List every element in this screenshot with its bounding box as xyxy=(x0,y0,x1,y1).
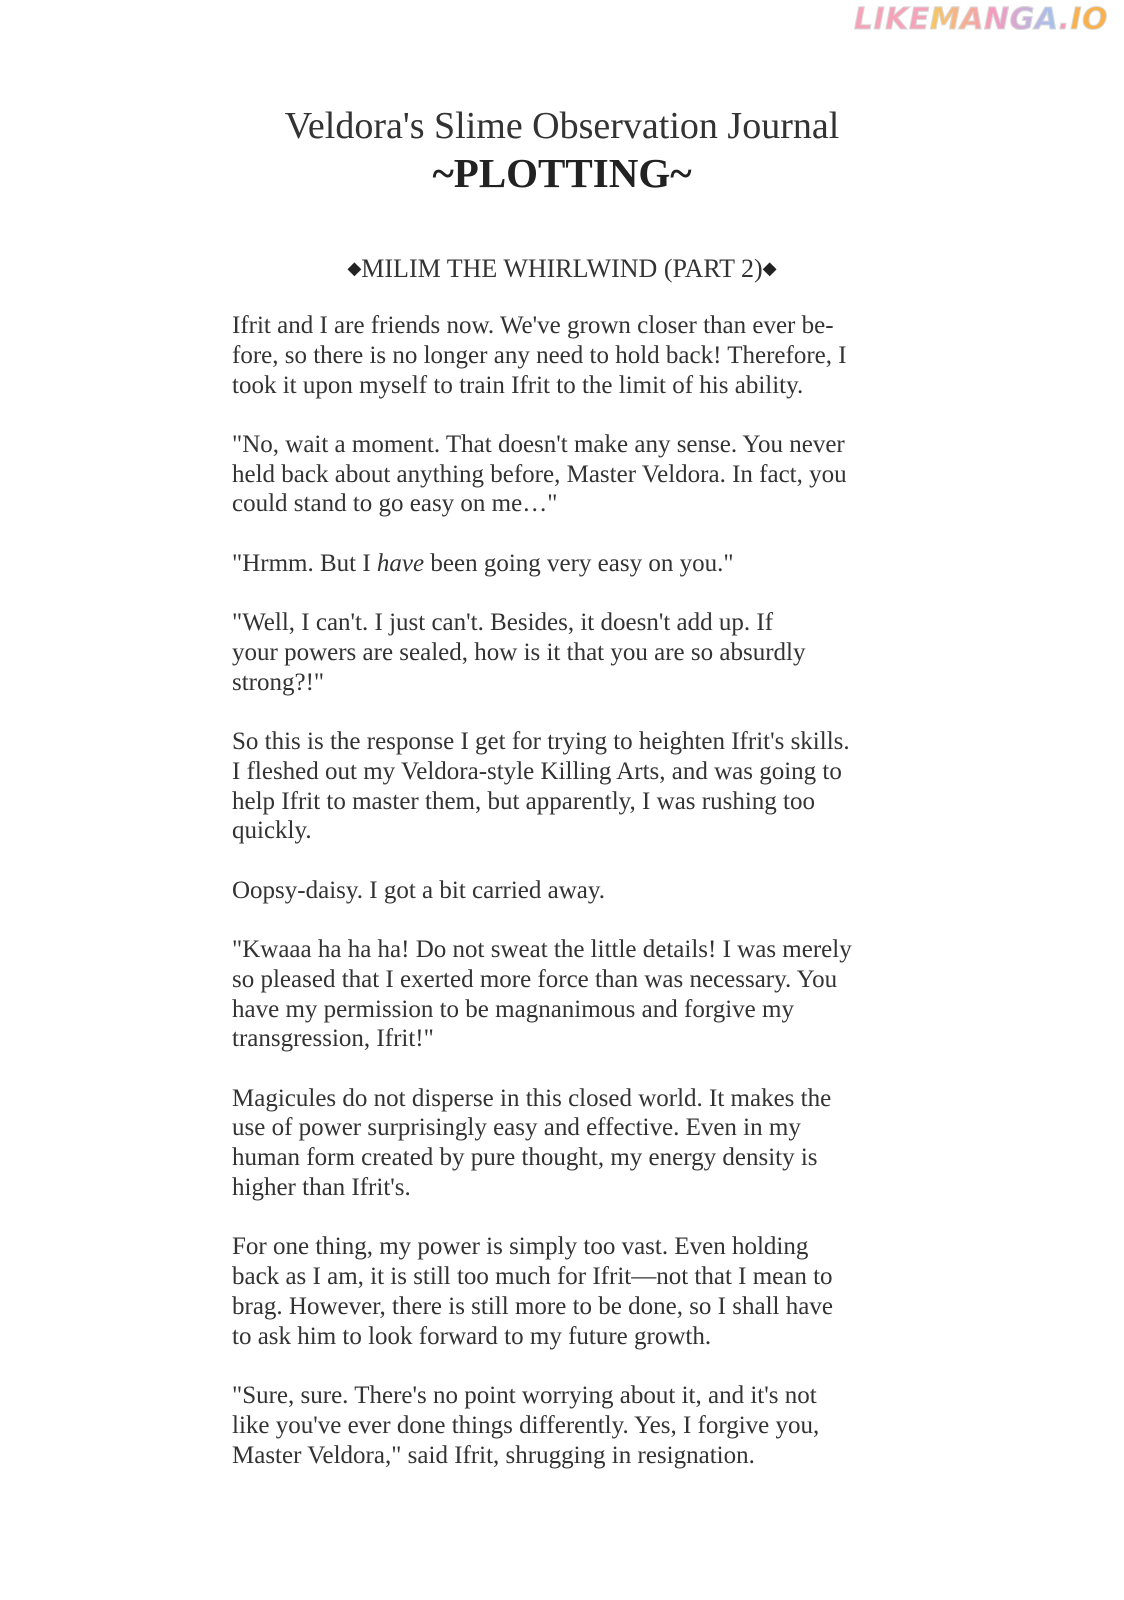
paragraph-line: Magicules do not disperse in this closed world. It makes the xyxy=(232,1084,832,1112)
paragraph-line: use of power surprisingly easy and effective. Even in my xyxy=(232,1114,801,1142)
paragraph-line: I fleshed out my Veldora-style Killing Arts, and was going to xyxy=(232,757,842,785)
paragraph-line: Oopsy-daisy. I got a bit carried away. xyxy=(232,876,606,904)
paragraph-line: strong?!" xyxy=(232,668,325,696)
journal-paragraph xyxy=(232,876,892,906)
paragraph-line: took it upon myself to train Ifrit to the limit of his ability. xyxy=(232,371,804,399)
section-heading xyxy=(0,252,1124,285)
paragraph-line: Master Veldora," said Ifrit, shrugging in resignation. xyxy=(232,1441,755,1469)
paragraph-line: higher than Ifrit's. xyxy=(232,1174,411,1202)
journal-paragraph xyxy=(232,727,892,846)
section-heading-text: MILIM THE WHIRLWIND (PART 2) xyxy=(361,254,763,283)
paragraph-line: brag. However, there is still more to be done, so I shall have xyxy=(232,1292,833,1320)
paragraph-line: "Sure, sure. There's no point worrying about it, and it's not xyxy=(232,1382,817,1410)
journal-paragraph xyxy=(232,1381,892,1470)
emphasized-word: have xyxy=(376,549,425,577)
paragraph-line: back as I am, it is still too much for Ifrit—not that I mean to xyxy=(232,1263,833,1291)
journal-paragraph xyxy=(232,1084,892,1203)
diamond-right-icon: ◆ xyxy=(762,258,777,278)
journal-paragraph xyxy=(232,608,892,697)
paragraph-line: "Kwaaa ha ha ha! Do not sweat the little details! I was merely xyxy=(232,935,852,963)
paragraph-line: to ask him to look forward to my future growth. xyxy=(232,1322,712,1350)
paragraph-line: "No, wait a moment. That doesn't make any sense. You never xyxy=(232,430,845,458)
watermark-like-text: LIKE xyxy=(853,2,930,37)
watermark-manga-text: MANGA xyxy=(929,2,1059,37)
paragraph-line: transgression, Ifrit!" xyxy=(232,1025,434,1053)
paragraph-line: like you've ever done things differently. Yes, I forgive you, xyxy=(232,1411,820,1439)
journal-title: Veldora's Slime Observation Journal xyxy=(284,105,840,147)
journal-paragraph xyxy=(232,935,892,1054)
chapter-title: ~PLOTTING~ xyxy=(432,150,692,196)
paragraph-line: "Well, I can't. I just can't. Besides, it doesn't add up. If xyxy=(232,609,774,637)
journal-paragraph xyxy=(232,549,892,579)
paragraph-line: have my permission to be magnanimous and forgive my xyxy=(232,995,794,1023)
paragraph-text: "Hrmm. But I xyxy=(232,549,377,577)
journal-paragraph xyxy=(232,1232,892,1351)
paragraph-line: could stand to go easy on me…" xyxy=(232,490,558,518)
paragraph-line: help Ifrit to master them, but apparently, I was rushing too xyxy=(232,787,815,815)
journal-paragraph xyxy=(232,311,892,400)
paragraph-line: quickly. xyxy=(232,817,312,845)
paragraph-line: For one thing, my power is simply too vast. Even holding xyxy=(232,1233,809,1261)
site-watermark-logo xyxy=(854,2,1108,37)
paragraph-line: held back about anything before, Master Veldora. In fact, you xyxy=(232,460,847,488)
journal-paragraph xyxy=(232,430,892,519)
paragraph-line: Ifrit and I are friends now. We've grown closer than ever be- xyxy=(232,312,834,339)
watermark-io-text: IO xyxy=(1070,2,1108,37)
paragraph-line: So this is the response I get for trying to heighten Ifrit's skills. xyxy=(232,727,850,755)
paragraph-line: fore, so there is no longer any need to hold back! Therefore, I xyxy=(232,341,847,369)
journal-body xyxy=(232,311,892,1500)
page-header xyxy=(0,103,1124,197)
paragraph-line: your powers are sealed, how is it that you are so absurdly xyxy=(232,638,806,666)
paragraph-line: so pleased that I exerted more force than was necessary. You xyxy=(232,965,838,993)
watermark-dot: . xyxy=(1058,2,1071,37)
paragraph-line: human form created by pure thought, my energy density is xyxy=(232,1144,818,1172)
paragraph-text: been going very easy on you." xyxy=(424,549,734,577)
diamond-left-icon: ◆ xyxy=(347,258,362,278)
